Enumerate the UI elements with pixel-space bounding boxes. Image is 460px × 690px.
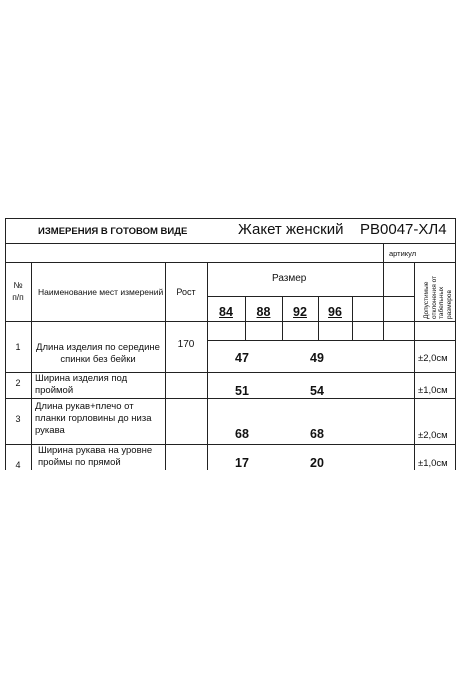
article-label: артикул: [389, 249, 417, 258]
row-2-tolerance: ±1,0см: [418, 385, 448, 396]
row-1-name: Длина изделия по середине спинки без бейки: [36, 342, 160, 365]
row-1-height: 170: [177, 339, 195, 350]
article-code: РВ0047-ХЛ4: [360, 221, 447, 238]
row-4-number: 4: [15, 460, 21, 470]
row-3-tolerance: ±2,0см: [418, 430, 448, 441]
row-2-number: 2: [15, 378, 21, 388]
row-2-name: Ширина изделия под проймой: [35, 373, 128, 396]
table-line: [352, 296, 353, 340]
row-4-value-b: 20: [310, 456, 324, 470]
section-title: ИЗМЕРЕНИЯ В ГОТОВОМ ВИДЕ: [38, 226, 188, 237]
table-line: [5, 398, 455, 399]
size-88: 88: [256, 305, 271, 319]
row-3-name: Длина рукав+плечо от планки горловины до низа рукава: [35, 401, 152, 436]
table-line: [5, 321, 455, 322]
row-1-tolerance: ±2,0см: [418, 353, 448, 364]
row-4-value-a: 17: [235, 456, 249, 470]
column-header-height: Рост: [176, 287, 196, 297]
size-92: 92: [293, 305, 307, 319]
table-line: [5, 243, 455, 244]
row-4-name: Ширина рукава на уровне проймы по прямой: [38, 445, 153, 468]
column-header-deviation: Допустимые отклонения от табельных размеров: [423, 275, 453, 319]
column-header-size: Размер: [272, 273, 307, 284]
row-3-value-b: 68: [310, 427, 324, 441]
row-1-value-a: 47: [235, 351, 249, 365]
row-4-tolerance: ±1,0см: [418, 458, 448, 469]
table-line: [455, 218, 456, 470]
table-line: [5, 218, 455, 219]
table-line: [31, 262, 32, 470]
table-line: [5, 262, 455, 263]
row-1-number: 1: [15, 342, 21, 352]
size-84: 84: [219, 305, 233, 319]
row-2-value-a: 51: [235, 384, 249, 398]
table-line: [207, 340, 455, 341]
product-name: Жакет женский: [238, 221, 344, 238]
row-2-value-b: 54: [310, 384, 324, 398]
table-line: [383, 243, 384, 340]
column-header-name: Наименование мест измерений: [38, 287, 164, 297]
size-96: 96: [328, 305, 342, 319]
row-3-value-a: 68: [235, 427, 249, 441]
table-line: [414, 262, 415, 470]
table-line: [207, 262, 208, 470]
row-3-number: 3: [15, 414, 21, 424]
row-1-value-b: 49: [310, 351, 324, 365]
column-header-number: № п/п: [12, 280, 24, 302]
